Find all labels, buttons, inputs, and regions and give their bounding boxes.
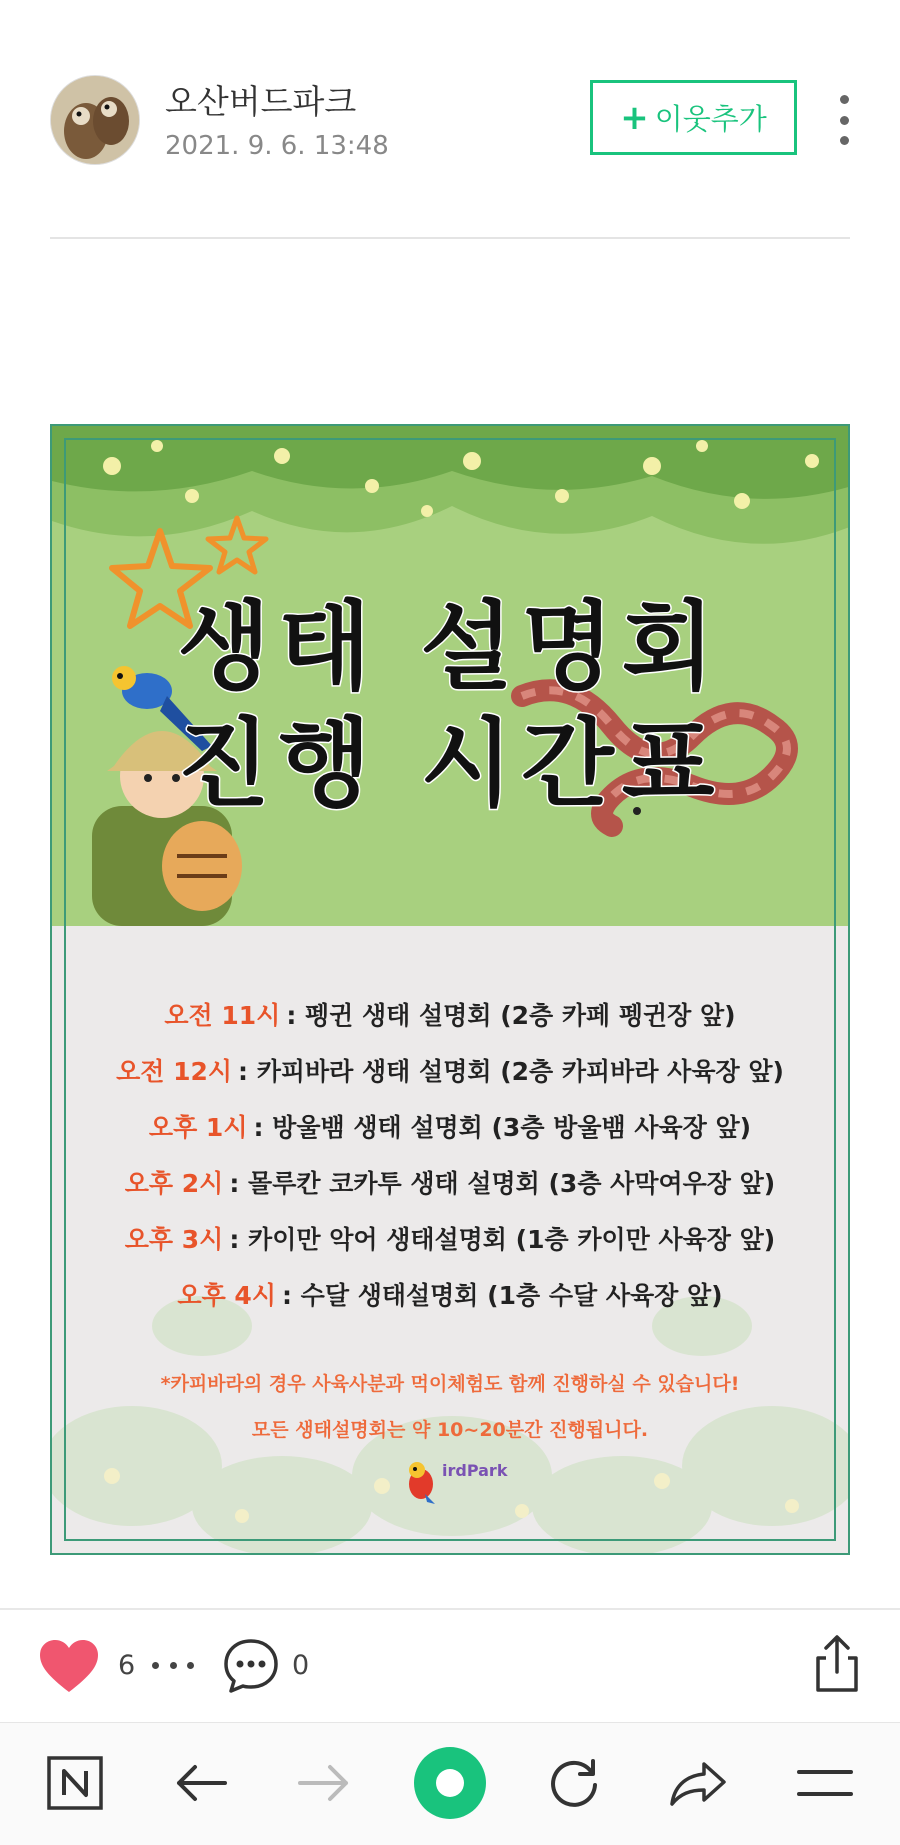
birdpark-logo — [397, 1456, 508, 1506]
schedule-poster-image — [50, 424, 850, 1555]
poster-title-line1: 생태 설명회 — [177, 591, 723, 703]
schedule-desc: : 몰루칸 코카투 생태 설명회 (3층 사막여우장 앞) — [229, 1169, 776, 1198]
schedule-row — [52, 1042, 848, 1098]
avatar-image — [51, 76, 140, 165]
schedule-time: 오후 2시 — [124, 1169, 224, 1198]
post-action-bar — [0, 1610, 900, 1722]
schedule-time: 오전 12시 — [116, 1057, 233, 1086]
header-divider — [50, 237, 850, 239]
share-arrow-icon[interactable] — [658, 1743, 738, 1823]
add-neighbor-label: 이웃추가 — [654, 102, 767, 136]
parrot-logo-icon — [397, 1456, 447, 1506]
like-heart-icon[interactable] — [38, 1638, 100, 1694]
schedule-row — [52, 1266, 848, 1322]
post-date: 2021. 9. 6. 13:48 — [165, 131, 389, 161]
schedule-list — [52, 986, 848, 1322]
schedule-time: 오후 1시 — [148, 1113, 248, 1142]
menu-icon[interactable] — [785, 1743, 865, 1823]
back-arrow-icon[interactable] — [161, 1743, 241, 1823]
poster-notes — [52, 1361, 848, 1453]
plus-icon: + — [620, 97, 649, 138]
more-options-icon[interactable] — [832, 95, 856, 145]
browser-nav-bar — [0, 1722, 900, 1845]
likers-more-icon[interactable] — [152, 1650, 194, 1680]
avatar[interactable] — [50, 75, 140, 165]
schedule-row — [52, 1210, 848, 1266]
schedule-row — [52, 1098, 848, 1154]
schedule-time: 오전 11시 — [164, 1001, 281, 1030]
schedule-desc: : 방울뱀 생태 설명회 (3층 방울뱀 사육장 앞) — [253, 1113, 752, 1142]
poster-note-duration: 모든 생태설명회는 약 10~20분간 진행됩니다. — [251, 1419, 649, 1441]
schedule-desc: : 수달 생태설명회 (1층 수달 사육장 앞) — [281, 1281, 723, 1310]
schedule-row — [52, 1154, 848, 1210]
add-neighbor-button[interactable] — [590, 80, 797, 155]
poster-note-capybara: *카피바라의 경우 사육사분과 먹이체험도 함께 진행하실 수 있습니다! — [160, 1373, 740, 1395]
forward-arrow-icon[interactable] — [284, 1743, 364, 1823]
poster-green-area — [52, 426, 848, 926]
schedule-row — [52, 986, 848, 1042]
schedule-desc: : 카피바라 생태 설명회 (2층 카피바라 사육장 앞) — [238, 1057, 784, 1086]
green-dot-icon[interactable] — [410, 1743, 490, 1823]
author-name[interactable]: 오산버드파크 — [165, 82, 357, 121]
poster-title-line2: 진행 시간표 — [177, 708, 723, 820]
comment-icon[interactable] — [222, 1637, 280, 1695]
schedule-time: 오후 4시 — [177, 1281, 276, 1310]
refresh-icon[interactable] — [534, 1743, 614, 1823]
logo-text: irdPark — [442, 1461, 508, 1480]
naver-n-icon[interactable] — [35, 1743, 115, 1823]
schedule-desc: : 카이만 악어 생태설명회 (1층 카이만 사육장 앞) — [229, 1225, 776, 1254]
schedule-time: 오후 3시 — [124, 1225, 224, 1254]
like-count: 6 — [118, 1650, 136, 1681]
schedule-desc: : 펭귄 생태 설명회 (2층 카페 펭귄장 앞) — [286, 1001, 736, 1030]
share-icon[interactable] — [812, 1634, 862, 1694]
comment-count: 0 — [292, 1650, 310, 1681]
post-header — [0, 0, 900, 240]
